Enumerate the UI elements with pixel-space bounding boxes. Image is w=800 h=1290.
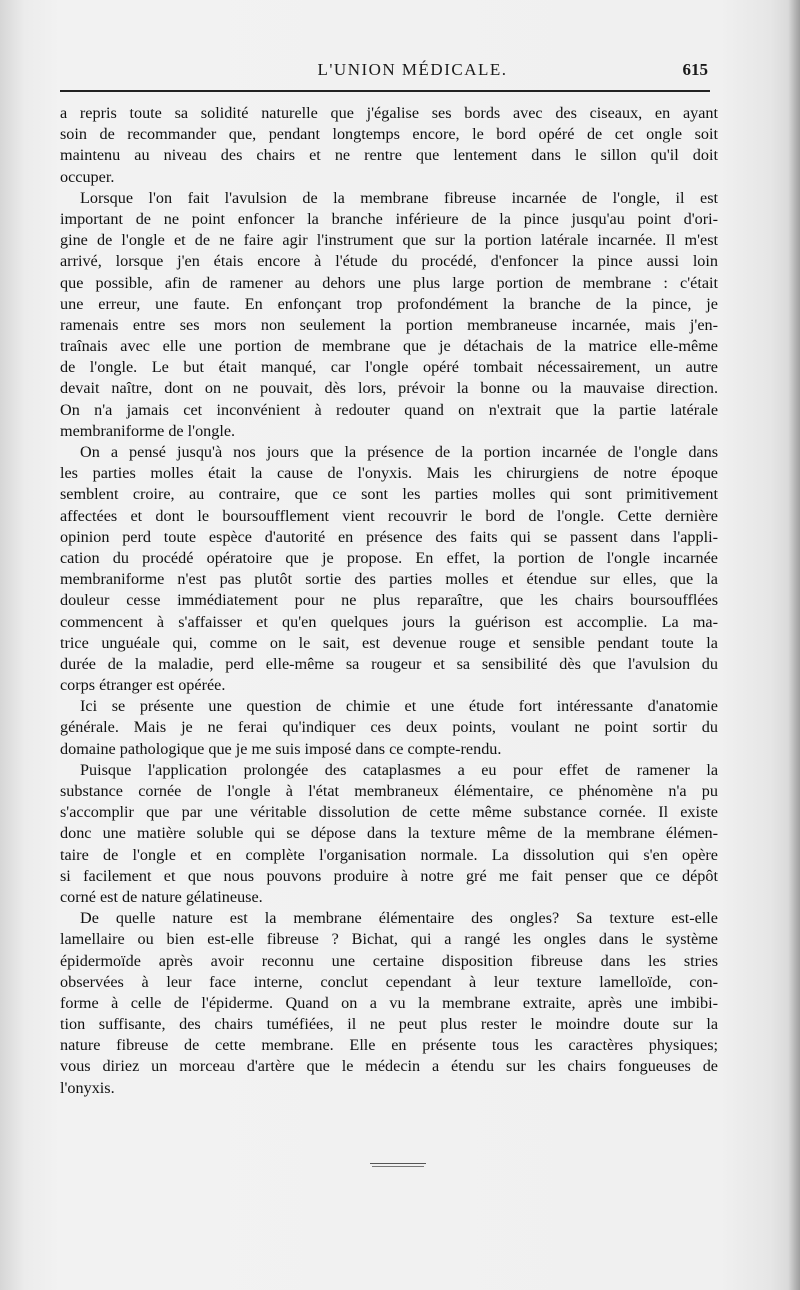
text-line: membraniforme de l'ongle.: [60, 421, 236, 440]
section-end-rule: [370, 1163, 426, 1164]
text-line: lamellaire ou bien est-elle fibreuse ? Bichat, qui a rangé les ongles dans le système: [60, 930, 718, 949]
article-body: [60, 103, 718, 1099]
page-header: [115, 60, 710, 84]
text-line: les parties molles était la cause de l'onyxis. Mais les chirurgiens de notre époque: [60, 464, 718, 483]
text-line: trice unguéale qui, comme on le sait, est devenue rouge et sensible pendant toute la: [60, 633, 718, 652]
text-line: maintenu au niveau des chairs et ne rentre que lentement dans le sillon qu'il doit: [60, 146, 718, 165]
section-end-rule-lower: [372, 1166, 424, 1167]
text-line: Puisque l'application prolongée des cataplasmes a eu pour effet de ramener la: [80, 760, 718, 779]
text-line: forme à celle de l'épiderme. Quand on a vu la membrane extraite, après une imbibi-: [60, 993, 718, 1012]
text-line: taire de l'ongle et en complète l'organisation normale. La dissolution qui s'en opère: [60, 845, 718, 864]
text-line: s'accomplir que par une véritable dissolution de cette même substance cornée. Il existe: [60, 803, 718, 822]
text-line: tion suffisante, des chairs tuméfiées, il ne peut plus rester le moindre doute sur la: [60, 1015, 718, 1034]
text-line: gine de l'ongle et de ne faire agir l'instrument que sur la portion latérale incarnée. Il m'est: [60, 231, 718, 250]
text-line: domaine pathologique que je me suis imposé dans ce compte-rendu.: [60, 739, 502, 758]
text-line: donc une matière soluble qui se dépose dans la texture même de la membrane élémen-: [60, 824, 718, 843]
paragraph: [60, 908, 718, 1099]
paragraph: [60, 760, 718, 908]
paragraph: [60, 188, 718, 442]
text-line: important de ne point enfoncer la branche inférieure de la pince jusqu'au point d'ori-: [60, 209, 718, 228]
text-line: membraniforme n'est pas plutôt sortie des parties molles et étendue sur elles, que la: [60, 570, 718, 589]
text-line: substance cornée de l'ongle à l'état membraneux élémentaire, ce phénomène n'a pu: [60, 782, 718, 800]
text-line: traînais avec elle une portion de membrane que je détachais de la matrice elle-même: [60, 337, 718, 356]
text-line: si facilement et que nous pouvons produire à notre gré me fait penser que ce dépôt: [60, 866, 718, 885]
text-line: Ici se présente une question de chimie et une étude fort intéressante d'anatomie: [80, 697, 718, 716]
text-line: corps étranger est opérée.: [60, 676, 226, 695]
text-line: de l'ongle. Le but était manqué, car l'ongle opéré tombait nécessairement, un autre: [60, 358, 718, 377]
text-line: a repris toute sa solidité naturelle que j'égalise ses bords avec des ciseaux, en ayant: [60, 104, 718, 122]
text-line: corné est de nature gélatineuse.: [60, 887, 263, 906]
text-line: l'onyxis.: [60, 1078, 115, 1097]
text-line: une erreur, une faute. En enfonçant trop profondément la branche de la pince, je: [60, 294, 718, 313]
text-line: On a pensé jusqu'à nos jours que la présence de la portion incarnée de l'ongle dans: [80, 443, 718, 461]
text-line: cation du procédé opératoire que je propose. En effet, la portion de l'ongle incarnée: [60, 548, 718, 567]
text-line: observées à leur face interne, conclut cependant à leur texture lamelloïde, con-: [60, 972, 718, 991]
header-rule: [60, 90, 710, 92]
running-head: L'UNION MÉDICALE.: [317, 60, 508, 79]
text-line: De quelle nature est la membrane élémentaire des ongles? Sa texture est-elle: [80, 909, 718, 928]
page-edge-shadow: [788, 0, 800, 1290]
text-line: douleur cesse immédiatement pour ne plus reparaître, que les chairs boursoufflées: [60, 591, 718, 610]
text-line: Lorsque l'on fait l'avulsion de la membrane fibreuse incarnée de l'ongle, il est: [80, 188, 718, 207]
text-line: soin de recommander que, pendant longtemps encore, le bord opéré de cet ongle soit: [60, 125, 718, 144]
text-line: arrivé, lorsque j'en étais encore à l'étude du procédé, d'enfoncer la pince aussi loin: [60, 252, 718, 271]
page-number: 615: [682, 60, 708, 79]
text-line: épidermoïde après avoir reconnu une certaine disposition fibreuse dans les stries: [60, 951, 718, 970]
text-line: On n'a jamais cet inconvénient à redouter quand on n'extrait que la partie latérale: [60, 400, 718, 419]
text-line: affectées et dont le boursoufflement vient recouvrir le bord de l'ongle. Cette dernière: [60, 506, 718, 525]
text-line: semblent croire, au contraire, que ce sont les parties molles qui sont primitivement: [60, 485, 718, 504]
text-line: que possible, afin de ramener au dehors une plus large portion de membrane : c'était: [60, 273, 718, 292]
text-line: générale. Mais je ne ferai qu'indiquer ces deux points, voulant ne point sortir du: [60, 718, 718, 737]
text-line: commencent à s'affaisser et qu'en quelques jours la guérison est accomplie. La ma-: [60, 612, 718, 631]
paragraph: [60, 442, 718, 696]
paragraph: [60, 696, 718, 760]
text-line: opinion perd toute espèce d'autorité en présence des faits qui se passent dans l'appli-: [60, 527, 718, 546]
text-line: devait naître, dont on ne pouvait, dès lors, prévoir la bonne ou la mauvaise direction.: [60, 379, 718, 398]
text-line: occuper.: [60, 167, 115, 186]
text-line: nature fibreuse de cette membrane. Elle en présente tous les caractères physiques;: [60, 1036, 718, 1055]
text-line: vous diriez un morceau d'artère que le médecin a étendu sur les chairs fongueuses de: [60, 1057, 718, 1076]
text-line: ramenais entre ses mors non seulement la portion membraneuse incarnée, mais j'en-: [60, 315, 718, 334]
paragraph: [60, 103, 718, 188]
text-line: durée de la maladie, perd elle-même sa rougeur et sa sensibilité dès que l'avulsion du: [60, 654, 718, 673]
